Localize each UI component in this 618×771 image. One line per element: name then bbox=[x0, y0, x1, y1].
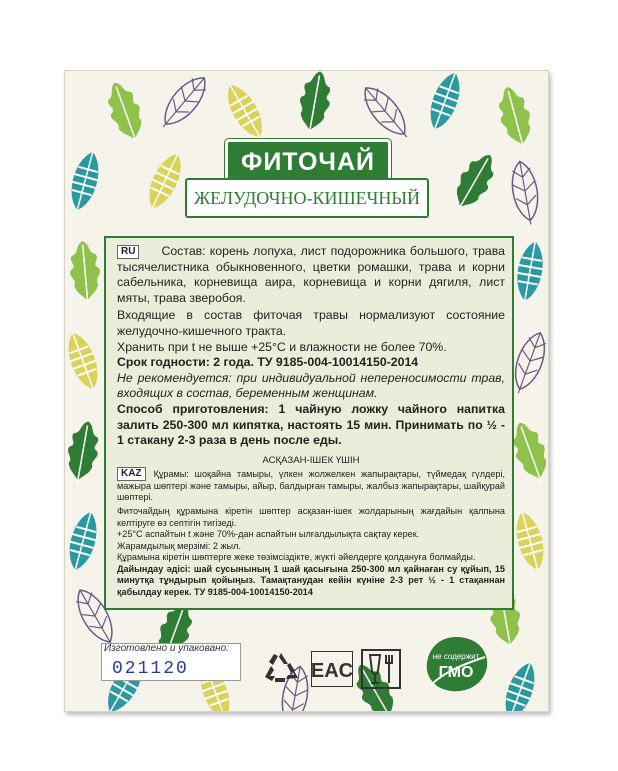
kaz-preparation: Дайындау әдісі: шай сусынының 1 шай қасығына 250-300 мл қайнаған су құйып, 15 минутқа тұндырып қойыңыз. Тамақтанудан кейін күніне 2-3 рет ½ - 1 стақаннан қабылдау керек. ТУ 9185-004-10014150-2014 bbox=[117, 563, 505, 598]
ru-preparation: Способ приготовления: 1 чайную ложку чайного напитка залить 250-300 мл кипятка, настоять 15 мин. Принимать по ½ - 1 стакану 2-3 раза в день после еды. bbox=[117, 401, 505, 448]
product-subtitle: ЖЕЛУДОЧНО-КИШЕЧНЫЙ bbox=[193, 187, 421, 208]
gmo-top-text: не содержит bbox=[432, 652, 480, 661]
ru-language-tag: RU bbox=[117, 245, 139, 259]
info-panel bbox=[104, 236, 514, 610]
ru-warning: Не рекомендуется: при индивидуальной непереносимости трав, входящих в состав, беременным женщинам. bbox=[117, 370, 505, 401]
kaz-section bbox=[117, 467, 505, 599]
eac-mark-icon bbox=[311, 651, 353, 687]
kaz-storage: +25°С аспайтын t және 70%-дан аспайтын ылғалдылықта сақтау керек. bbox=[117, 529, 420, 540]
produced-label: Изготовлено и упаковано: bbox=[104, 643, 229, 654]
product-title: ФИТОЧАЙ bbox=[241, 147, 375, 176]
batch-code: 021120 bbox=[112, 659, 189, 679]
kaz-composition-paragraph bbox=[117, 467, 505, 504]
tea-box-back bbox=[64, 70, 549, 712]
kaz-shelf-life: Жарамдылық мерзімі: 2 жыл. bbox=[117, 540, 241, 551]
kaz-warning: Құрамына кіретін шөптерге жеке төзімсіздікте, жүкті әйелдерге қолдануға болмайды. bbox=[117, 552, 476, 563]
kaz-language-tag: KAZ bbox=[117, 467, 146, 481]
gmo-main-text: ГМО bbox=[438, 664, 474, 681]
eac-mark-text: EAC bbox=[311, 660, 353, 682]
info-text bbox=[117, 244, 505, 599]
ru-shelf-life: Срок годности: 2 года. ТУ 9185-004-10014150-2014 bbox=[117, 355, 419, 370]
recycle-icon bbox=[261, 651, 301, 687]
kaz-benefit: Фиточайдың құрамына кіретін шөптер асқазан-ішек жолдарының жағдайын қалпына келтіруге өз септігін тигізеді. bbox=[117, 505, 505, 528]
gmo-free-badge bbox=[421, 635, 491, 695]
product-subtitle-banner bbox=[185, 178, 429, 218]
kaz-heading: АСҚАЗАН-ІШЕК ҮШІН bbox=[262, 454, 360, 466]
ru-composition-paragraph bbox=[117, 244, 505, 306]
ru-benefit: Входящие в состав фиточая травы нормализуют состояние желудочно-кишечного тракта. bbox=[117, 308, 505, 338]
kaz-composition: Құрамы: шоқайна тамыры, үлкен жолжелкен жапырақтары, түймедақ гүлдері, мажыра шөптері және тамыры, айыр, балдырған тамыры, жалбыз жапырақтары, шайқурай шөптері. bbox=[117, 468, 505, 503]
ru-storage: Хранить при t не выше +25°С и влажности не более 70%. bbox=[117, 339, 447, 354]
food-safe-glass-fork-icon bbox=[361, 649, 401, 689]
ru-composition: Состав: корень лопуха, лист подорожника большого, трава тысячелистника обыкновенного, цветки ромашки, трава и корни сабельника, корневища аира, корневища и корни дягиля, лист мяты, трава зверобоя. bbox=[117, 244, 505, 305]
production-date-box bbox=[101, 643, 241, 681]
